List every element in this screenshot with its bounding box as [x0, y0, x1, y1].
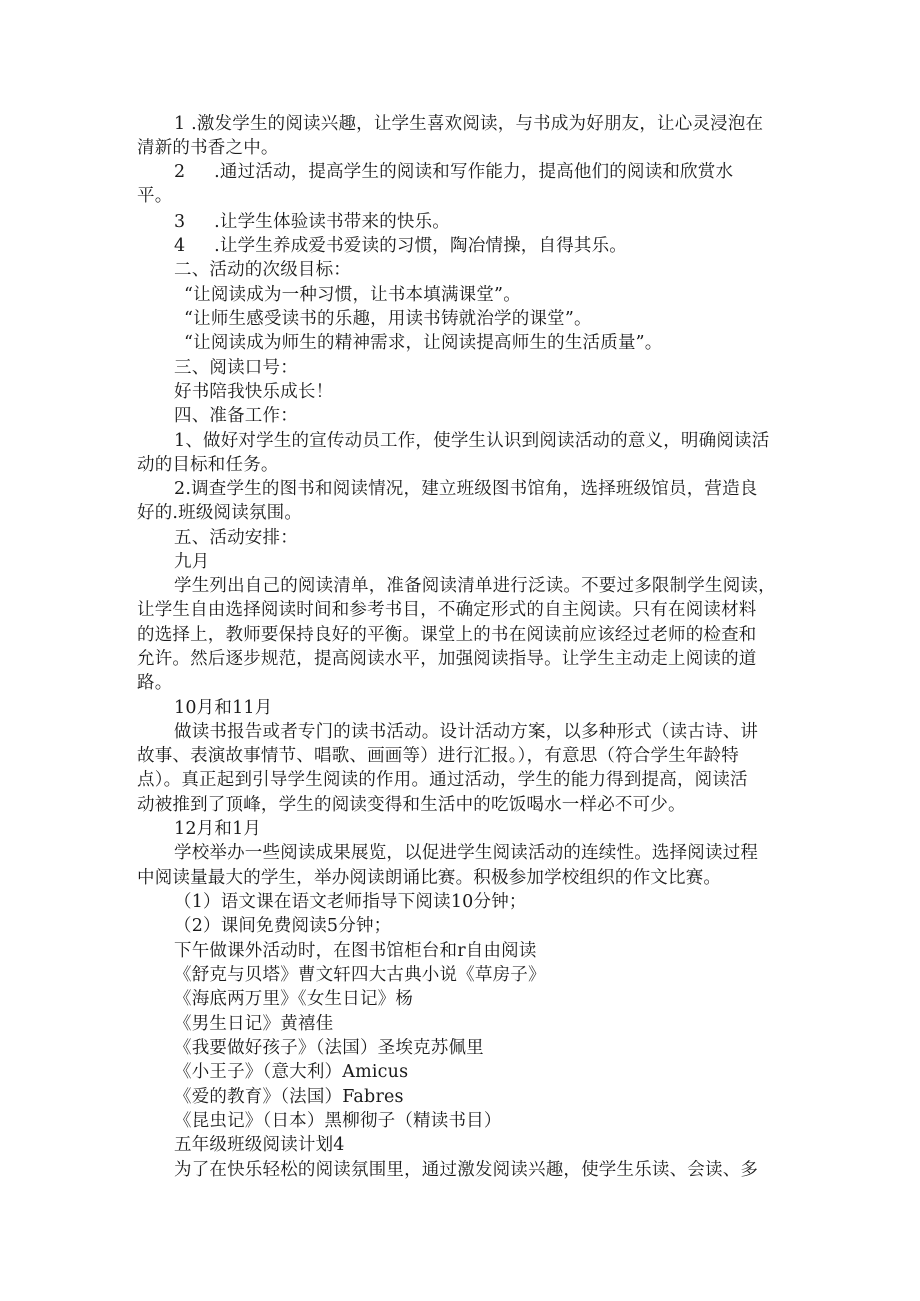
goal-3: 3 .让学生体验读书带来的快乐。 [174, 212, 451, 232]
september-para-line-3: 的选择上，教师要保持良好的平衡。课堂上的书在阅读前应该经过老师的检查和 [137, 625, 757, 645]
september-para-line-2: 让学生自由选择阅读时间和参考书目，不确定形式的自主阅读。只有在阅读材料 [137, 600, 757, 620]
preparation-2-line-2: 好的.班级阅读氛围。 [137, 503, 303, 523]
section-heading-secondary-goals: 二、活动的次级目标： [174, 260, 351, 280]
book-list-line-3: 《男生日记》黄禧佳 [174, 1014, 334, 1034]
reading-item-1: （1）语文课在语文老师指导下阅读10分钟； [174, 892, 527, 912]
oct-nov-para-line-3: 点）。真正起到引导学生阅读的作用。通过活动，学生的能力得到提高，阅读活 [137, 770, 748, 790]
secondary-goal-1: “让阅读成为一种习惯，让书本填满课堂”。 [184, 285, 521, 305]
preparation-1-line-2: 动的目标和任务。 [137, 455, 279, 475]
preparation-2-line-1: 2.调查学生的图书和阅读情况，建立班级图书馆角，选择班级馆员，营造良 [174, 479, 758, 499]
book-list-line-4: 《我要做好孩子》（法国）圣埃克苏佩里 [174, 1038, 484, 1058]
goal-2-line-2: 平。 [137, 186, 173, 206]
book-list-line-7: 《昆虫记》（日本）黑柳彻子（精读书目） [174, 1111, 502, 1131]
section-heading-schedule: 五、活动安排： [174, 528, 298, 548]
goal-1-line-1: 1 .激发学生的阅读兴趣，让学生喜欢阅读，与书成为好朋友，让心灵浸泡在 [174, 114, 764, 134]
dec-jan-para-line-2: 中阅读量最大的学生，举办阅读朗诵比赛。积极参加学校组织的作文比赛。 [137, 868, 722, 888]
goal-2-line-1: 2 .通过活动，提高学生的阅读和写作能力，提高他们的阅读和欣赏水 [174, 162, 734, 182]
secondary-goal-3: “让阅读成为师生的精神需求，让阅读提高师生的生活质量”。 [184, 333, 663, 353]
preparation-1-line-1: 1、做好对学生的宣传动员工作，使学生认识到阅读活动的意义，明确阅读活 [174, 431, 770, 451]
reading-item-2: （2）课间免费阅读5分钟； [174, 916, 392, 936]
plan-title-4: 五年级班级阅读计划4 [174, 1135, 345, 1155]
goal-1-line-2: 清新的书香之中。 [137, 138, 279, 158]
goal-4: 4 .让学生养成爱书爱读的习惯，陶冶情操，自得其乐。 [174, 236, 628, 256]
month-heading-oct-nov: 10月和11月 [174, 698, 273, 718]
book-list-line-5: 《小王子》（意大利）Amicus [174, 1062, 409, 1082]
plan-4-intro-line: 为了在快乐轻松的阅读氛围里，通过激发阅读兴趣，使学生乐读、会读、多 [174, 1160, 759, 1180]
september-para-line-1: 学生列出自己的阅读清单，准备阅读清单进行泛读。不要过多限制学生阅读， [174, 576, 776, 596]
september-para-line-5: 路。 [137, 673, 173, 693]
month-heading-september: 九月 [174, 552, 210, 572]
dec-jan-para-line-1: 学校举办一些阅读成果展览，以促进学生阅读活动的连续性。选择阅读过程 [174, 843, 759, 863]
book-list-line-6: 《爱的教育》（法国）Fabres [174, 1087, 404, 1107]
book-list-line-2: 《海底两万里》《女生日记》杨 [174, 989, 414, 1009]
month-heading-dec-jan: 12月和1月 [174, 819, 262, 839]
oct-nov-para-line-1: 做读书报告或者专门的读书活动。设计活动方案，以多种形式（读古诗、讲 [174, 722, 759, 742]
secondary-goal-2: “让师生感受读书的乐趣，用读书铸就治学的课堂”。 [184, 309, 592, 329]
slogan-text: 好书陪我快乐成长！ [174, 382, 334, 402]
oct-nov-para-line-4: 动被推到了顶峰，学生的阅读变得和生活中的吃饭喝水一样必不可少。 [137, 795, 686, 815]
oct-nov-para-line-2: 故事、表演故事情节、唱歌、画画等）进行汇报。），有意思（符合学生年龄特 [137, 746, 739, 766]
september-para-line-4: 允许。然后逐步规范，提高阅读水平，加强阅读指导。让学生主动走上阅读的道 [137, 649, 757, 669]
section-heading-slogan: 三、阅读口号： [174, 358, 298, 378]
section-heading-preparation: 四、准备工作： [174, 406, 298, 426]
book-list-line-1: 《舒克与贝塔》曹文轩四大古典小说《草房子》 [174, 965, 546, 985]
afternoon-reading-line: 下午做课外活动时，在图书馆柜台和r自由阅读 [174, 941, 537, 961]
